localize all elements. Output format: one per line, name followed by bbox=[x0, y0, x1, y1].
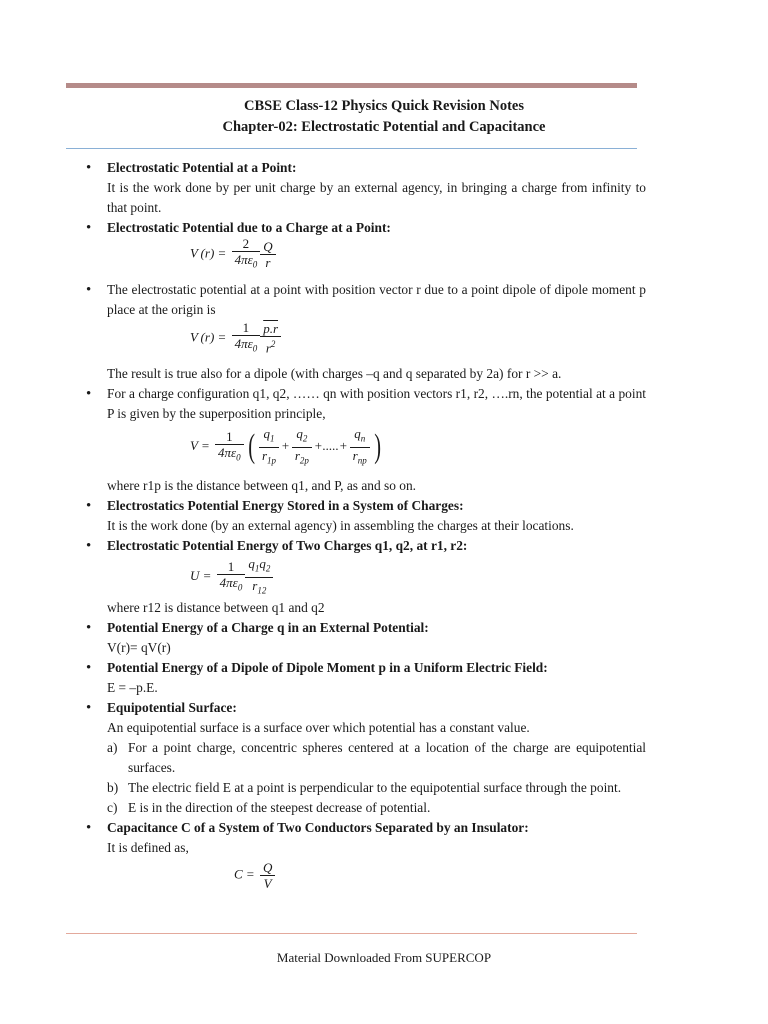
two-charges-note: where r12 is distance between q1 and q2 bbox=[107, 600, 325, 615]
section-title: • Electrostatic Potential due to a Charge at a Point: bbox=[107, 220, 391, 235]
list-item: b) The electric field E at a point is perpendicular to the equipotential surface through the point. bbox=[107, 780, 622, 795]
section-text: E = –p.E. bbox=[107, 680, 158, 695]
list-item: a) For a point charge, concentric spheres centered at a location of the charge are equipotential surfaces. bbox=[107, 740, 646, 775]
formula-capacitance: C = $\frac{Q}{V}$ bbox=[86, 860, 646, 900]
section-text: V(r)= qV(r) bbox=[107, 640, 171, 655]
bullet-external-potential bbox=[86, 618, 646, 658]
superposition-note: where r1p is the distance between q1, and P, as and so on. bbox=[107, 478, 417, 493]
formula-superposition: V = $\frac{1}{4\pi\varepsilon_0}$ ( $\frac{q_1}{r_{1p}}$ + $\frac{q_2}{r_{2p}}$ +.....+ $\frac{q_n}{r_{np}}$ ) bbox=[190, 426, 381, 466]
bullet-capacitance bbox=[86, 818, 646, 858]
formula-potential-point-charge: V (r) = $\frac{2}{4\pi\varepsilon_0}$ $\frac{Q}{r}$ bbox=[86, 236, 646, 276]
footer-divider bbox=[66, 933, 637, 934]
bullet-electrostatic-potential bbox=[86, 158, 646, 218]
bullet-potential-charge bbox=[86, 218, 646, 238]
section-title: • Electrostatics Potential Energy Stored in a System of Charges: bbox=[107, 498, 464, 513]
chapter-title: Chapter-02: Electrostatic Potential and Capacitance bbox=[222, 119, 546, 135]
section-title: • Electrostatic Potential at a Point: bbox=[107, 160, 297, 175]
bullet-superposition bbox=[86, 384, 646, 424]
page-title: CBSE Class-12 Physics Quick Revision Notes bbox=[244, 98, 524, 114]
section-text: • The electrostatic potential at a point with position vector r due to a point dipole of dipole moment p place at the origin is bbox=[107, 282, 646, 317]
top-divider bbox=[66, 83, 637, 88]
section-title: • Equipotential Surface: bbox=[107, 700, 237, 715]
bullet-dipole-field bbox=[86, 658, 646, 698]
section-text: It is the work done by per unit charge by an external agency, in bringing a charge from infinity to that point. bbox=[107, 180, 646, 215]
header-divider bbox=[66, 148, 637, 149]
section-text: It is the work done (by an external agency) in assembling the charges at their locations. bbox=[107, 518, 574, 533]
bullet-two-charges-energy bbox=[86, 536, 646, 556]
bullet-equipotential bbox=[86, 698, 646, 738]
section-title: • Potential Energy of a Charge q in an External Potential: bbox=[107, 620, 429, 635]
footer-text: Material Downloaded From SUPERCOP bbox=[276, 950, 492, 965]
equipotential-list bbox=[86, 738, 646, 818]
section-title: • Electrostatic Potential Energy of Two Charges q1, q2, at r1, r2: bbox=[107, 538, 468, 553]
formula-dipole-potential: V (r) = $\frac{1}{4\pi\varepsilon_0}$ $\frac{p.r}{r^2}$ bbox=[86, 320, 646, 362]
section-title: • Capacitance C of a System of Two Conductors Separated by an Insulator: bbox=[107, 820, 529, 835]
formula-two-charges-energy: U = $\frac{1}{4\pi\varepsilon_0}$ $\frac{q_1q_2}{r_{12}}$ bbox=[86, 556, 646, 596]
list-item: c) E is in the direction of the steepest decrease of potential. bbox=[107, 800, 431, 815]
bullet-system-energy bbox=[86, 496, 646, 536]
section-text: An equipotential surface is a surface over which potential has a constant value. bbox=[107, 720, 530, 735]
section-title: • Potential Energy of a Dipole of Dipole Moment p in a Uniform Electric Field: bbox=[107, 660, 548, 675]
bullet-dipole-potential bbox=[86, 280, 646, 320]
section-text: It is defined as, bbox=[107, 840, 189, 855]
dipole-note: The result is true also for a dipole (with charges –q and q separated by 2a) for r >> a. bbox=[107, 366, 562, 381]
notes-body bbox=[86, 158, 646, 900]
section-text: • For a charge configuration q1, q2, …… qn with position vectors r1, r2, ….rn, the potential at a point P is given by the superposition principle, bbox=[107, 386, 646, 421]
